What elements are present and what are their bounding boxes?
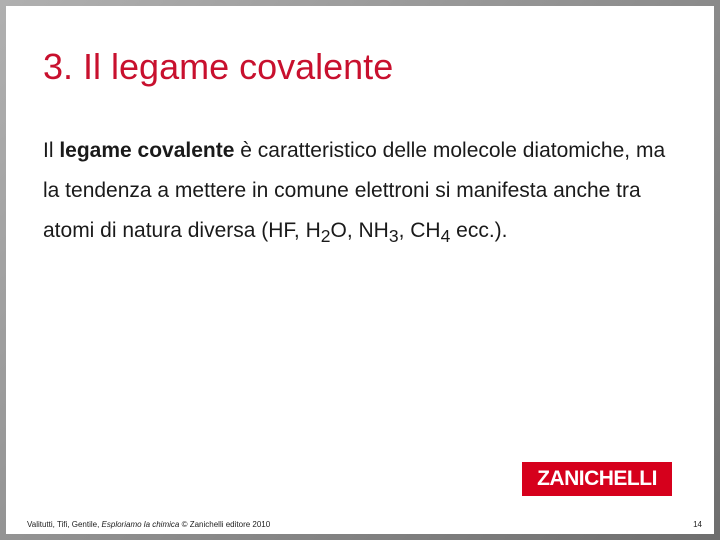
footer-authors: Valitutti, Tifi, Gentile,: [27, 520, 102, 529]
body-text-3: O, NH: [330, 219, 389, 242]
body-text-4: , CH: [398, 219, 441, 242]
zanichelli-logo: ZANICHELLI: [522, 462, 672, 496]
footer-publisher: © Zanichelli editore 2010: [179, 520, 271, 529]
slide-body-text: [43, 131, 683, 256]
slide: [6, 6, 714, 534]
page-number: 14: [693, 520, 702, 529]
body-text-5: ecc.).: [450, 219, 508, 242]
body-text-1: Il: [43, 139, 60, 162]
footer-credits: [27, 520, 270, 529]
subscript-h2o: 2: [320, 226, 331, 247]
body-bold-term: legame covalente: [59, 139, 235, 162]
body-text-2: è caratteristico delle molecole diatomiche, ma la tendenza a mettere in comune elettroni si manifesta anche tra atomi di natura diversa (HF, H: [43, 139, 666, 242]
slide-title: 3. Il legame covalente: [43, 46, 394, 87]
subscript-ch4: 4: [440, 226, 451, 247]
subscript-nh3: 3: [388, 226, 399, 247]
footer-book-title: Esploriamo la chimica: [101, 520, 180, 529]
